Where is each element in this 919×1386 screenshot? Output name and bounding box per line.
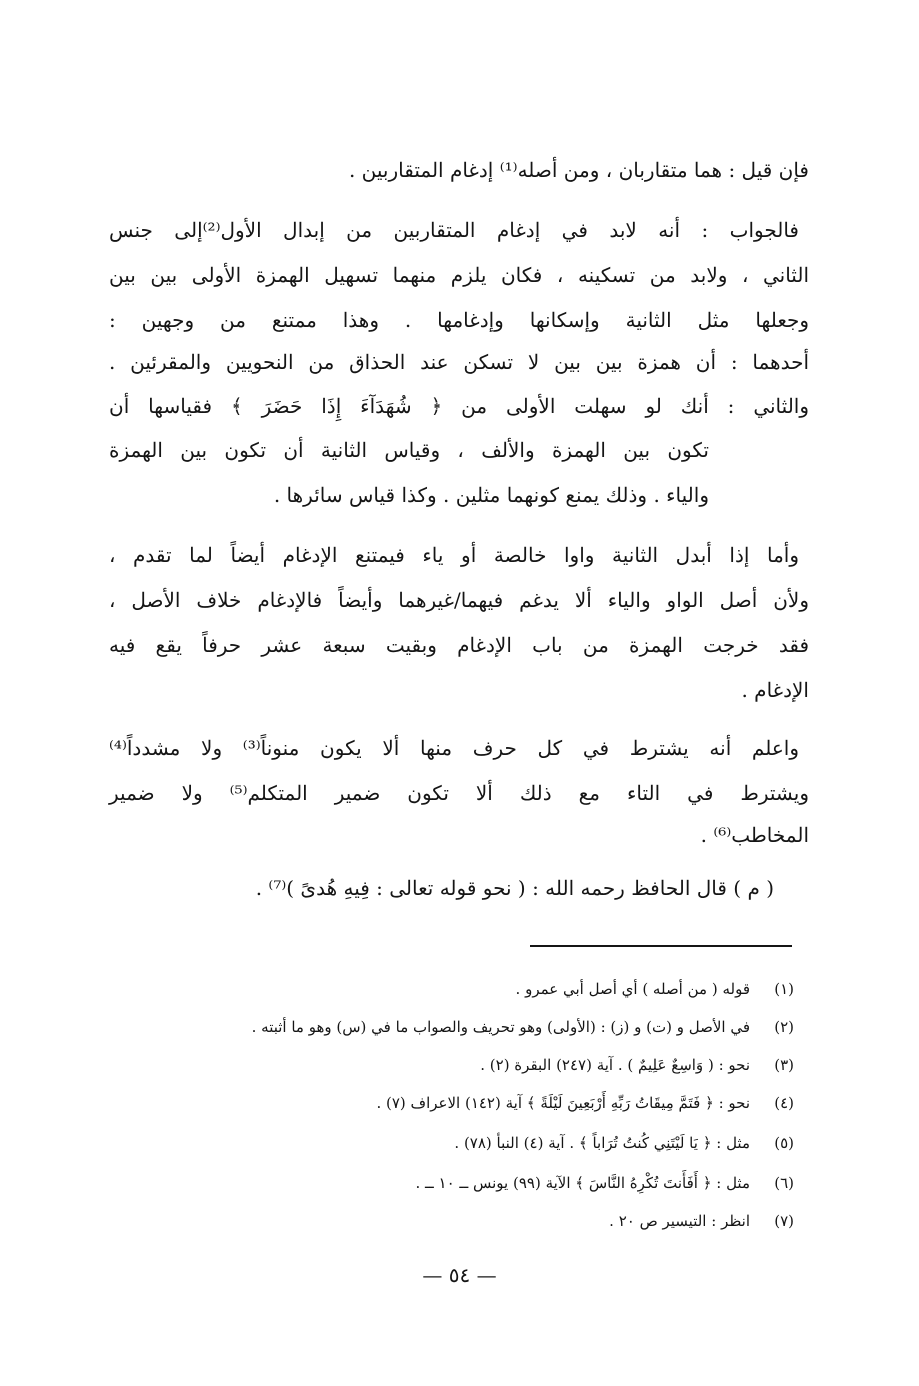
footnote-number: (٣): [774, 1056, 794, 1074]
footnote: [124, 1214, 794, 1229]
footnote-number: (٧): [774, 1212, 794, 1230]
text-line: فالجواب : أنه لابد في إدغام المتقاربين من إبدال الأول⁽²⁾إلى جنس: [109, 218, 799, 242]
text-line: أحدهما : أن همزة بين بين لا تسكن عند الحذاق من النحويين والمقرئين .: [109, 350, 809, 374]
page-number: — ٥٤ —: [422, 1263, 497, 1287]
text-line: فقد خرجت الهمزة من باب الإدغام وبقيت سبعة عشر حرفاً يقع فيه: [109, 633, 809, 657]
text-line: ويشترط في التاء مع ذلك ألا تكون ضمير المتكلم⁽⁵⁾ ولا ضمير: [109, 781, 809, 805]
text-line: واعلم أنه يشترط في كل حرف منها ألا يكون منوناً⁽³⁾ ولا مشدداً⁽⁴⁾: [109, 736, 799, 760]
text-line: والياء . وذلك يمنع كونهما مثلين . وكذا قياس سائرها .: [273, 483, 709, 507]
footnote: [124, 982, 794, 997]
footnote-text: انظر : التيسير ص ٢٠ .: [609, 1212, 750, 1230]
text-line: الثاني ، ولابد من تسكينه ، فكان يلزم منهما تسهيل الهمزة الأولى بين بين: [109, 263, 809, 287]
text-line: وأما إذا أبدل الثانية واوا خالصة أو ياء فيمتنع الإدغام أيضاً لما تقدم ،: [109, 543, 799, 567]
footnote-text: مثل : ﴿ أَفَأَنتَ تُكْرِهُ النَّاسَ ﴾ الآية (٩٩) يونس ــ ١٠ ــ .: [415, 1174, 750, 1192]
text-line: فإن قيل : هما متقاربان ، ومن أصله⁽¹⁾ إدغام المتقاربين .: [348, 158, 809, 182]
text-line: ولأن أصل الواو والياء ألا يدغم فيهما/غيرهما وأيضاً فالإدغام خلاف الأصل ،: [109, 588, 809, 612]
footnote-divider: [530, 945, 792, 947]
footnote-text: قوله ( من أصله ) أي أصل أبي عمرو .: [515, 980, 750, 998]
footnote-number: (٦): [774, 1174, 794, 1192]
footnote-text: في الأصل و (ت) و (ز) : (الأولى) وهو تحريف والصواب ما في (س) وهو ما أثبته .: [251, 1018, 750, 1036]
text-line: الإدغام .: [741, 678, 809, 702]
text-line: والثاني : أنك لو سهلت الأولى من ﴿ شُهَدَآءَ إِذَا حَضَرَ ﴾ فقياسها أن: [109, 394, 809, 418]
footnote-number: (٢): [774, 1018, 794, 1036]
footnote: [124, 1176, 794, 1191]
footnote: [124, 1058, 794, 1073]
footnote-number: (١): [774, 980, 794, 998]
footnote: [124, 1136, 794, 1151]
footnote-number: (٤): [774, 1094, 794, 1112]
footnote-text: نحو : ( وَاسِعٌ عَلِيمٌ ) . آية (٢٤٧) البقرة (٢) .: [480, 1056, 750, 1074]
text-line: تكون بين الهمزة والألف ، وقياس الثانية أن تكون بين الهمزة: [109, 438, 709, 462]
footnote: [124, 1096, 794, 1111]
text-line: ( م ) قال الحافظ رحمه الله : ( نحو قوله تعالى : فِيهِ هُدىً )⁽⁷⁾ .: [255, 876, 774, 900]
text-line: وجعلها مثل الثانية وإسكانها وإدغامها . وهذا ممتنع من وجهين :: [109, 308, 809, 332]
footnote-text: نحو : ﴿ فَتَمَّ مِيقَاتُ رَبِّهِ أَرْبَعِينَ لَيْلَةً ﴾ آية (١٤٢) الاعراف (٧) .: [376, 1094, 750, 1112]
footnote-text: مثل : ﴿ يَا لَيْتَنِي كُنتُ تُرَاباً ﴾ . آية (٤) النبأ (٧٨) .: [454, 1134, 750, 1152]
text-line: المخاطب⁽⁶⁾ .: [700, 823, 809, 847]
footnote: [124, 1020, 794, 1035]
footnote-number: (٥): [774, 1134, 794, 1152]
